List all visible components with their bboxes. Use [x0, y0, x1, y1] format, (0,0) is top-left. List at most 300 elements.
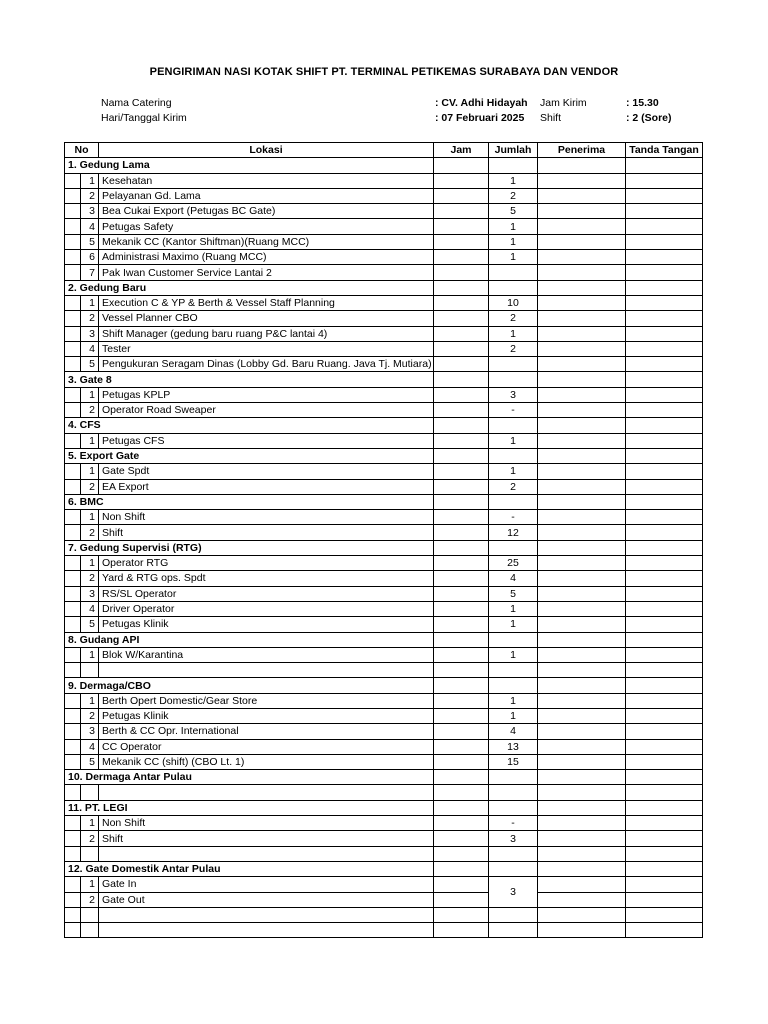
row-number: 1: [81, 510, 99, 525]
table-row: [65, 188, 703, 203]
row-number: 2: [81, 525, 99, 540]
row-number: 1: [81, 877, 99, 892]
indent-cell: [65, 265, 81, 280]
row-penerima: [538, 311, 626, 326]
table-row: [65, 571, 703, 586]
indent-cell: [65, 295, 81, 310]
row-number: 3: [81, 204, 99, 219]
row-jumlah: 2: [489, 188, 538, 203]
row-penerima: [538, 433, 626, 448]
table-row: [65, 877, 703, 892]
section-ttd-cell: [626, 632, 703, 647]
row-tanda-tangan: [626, 464, 703, 479]
section-jumlah-cell: [489, 372, 538, 387]
row-penerima: [538, 571, 626, 586]
section-jam-cell: [434, 678, 489, 693]
row-jumlah-merged: 3: [489, 877, 538, 908]
row-lokasi: Petugas Klinik: [99, 708, 434, 723]
row-lokasi: Blok W/Karantina: [99, 647, 434, 662]
row-number: 4: [81, 219, 99, 234]
table-row: [65, 739, 703, 754]
row-number: 1: [81, 647, 99, 662]
catering-label: Nama Catering: [101, 97, 172, 109]
row-penerima: [538, 816, 626, 831]
row-jumlah: 3: [489, 387, 538, 402]
row-jam: [434, 601, 489, 616]
section-name: 5. Export Gate: [65, 448, 434, 463]
row-number: 6: [81, 250, 99, 265]
table-row: [65, 586, 703, 601]
section-ttd-cell: [626, 372, 703, 387]
indent-cell: [65, 173, 81, 188]
row-jam: [434, 754, 489, 769]
row-number: 3: [81, 586, 99, 601]
row-lokasi: EA Export: [99, 479, 434, 494]
row-number: 2: [81, 479, 99, 494]
row-tanda-tangan: [626, 601, 703, 616]
row-jumlah: 13: [489, 739, 538, 754]
section-name: 6. BMC: [65, 494, 434, 509]
section-jumlah-cell: [489, 678, 538, 693]
row-tanda-tangan: [626, 708, 703, 723]
row-penerima: [538, 586, 626, 601]
row-tanda-tangan: [626, 892, 703, 907]
table-row: [65, 831, 703, 846]
row-jumlah: 1: [489, 433, 538, 448]
row-jam: [434, 923, 489, 938]
row-penerima: [538, 617, 626, 632]
row-jumlah: -: [489, 510, 538, 525]
row-lokasi: [99, 923, 434, 938]
indent-cell: [65, 831, 81, 846]
row-penerima: [538, 647, 626, 662]
row-lokasi: Shift Manager (gedung baru ruang P&C lantai 4): [99, 326, 434, 341]
indent-cell: [65, 647, 81, 662]
table-row: [65, 816, 703, 831]
row-jumlah: 25: [489, 556, 538, 571]
section-jumlah-cell: [489, 632, 538, 647]
indent-cell: [65, 708, 81, 723]
table-row: [65, 173, 703, 188]
row-jumlah: 1: [489, 708, 538, 723]
row-lokasi: Operator Road Sweaper: [99, 403, 434, 418]
row-tanda-tangan: [626, 250, 703, 265]
row-jam: [434, 785, 489, 800]
row-tanda-tangan: [626, 785, 703, 800]
row-lokasi: Petugas Safety: [99, 219, 434, 234]
section-penerima-cell: [538, 678, 626, 693]
row-jumlah: [489, 923, 538, 938]
row-tanda-tangan: [626, 846, 703, 861]
indent-cell: [65, 464, 81, 479]
section-ttd-cell: [626, 800, 703, 815]
table-row: [65, 479, 703, 494]
row-penerima: [538, 708, 626, 723]
row-penerima: [538, 234, 626, 249]
indent-cell: [65, 219, 81, 234]
row-penerima: [538, 724, 626, 739]
row-tanda-tangan: [626, 479, 703, 494]
section-jumlah-cell: [489, 158, 538, 173]
document-title: PENGIRIMAN NASI KOTAK SHIFT PT. TERMINAL PETIKEMAS SURABAYA DAN VENDOR: [149, 66, 619, 78]
section-row: [65, 418, 703, 433]
row-jam: [434, 708, 489, 723]
row-penerima: [538, 663, 626, 678]
indent-cell: [65, 250, 81, 265]
section-jam-cell: [434, 540, 489, 555]
row-jam: [434, 586, 489, 601]
row-jumlah: 2: [489, 311, 538, 326]
row-jam: [434, 234, 489, 249]
row-jumlah: -: [489, 816, 538, 831]
row-number: 2: [81, 188, 99, 203]
row-lokasi: Petugas KPLP: [99, 387, 434, 402]
row-jumlah: 10: [489, 295, 538, 310]
row-lokasi: Petugas CFS: [99, 433, 434, 448]
row-lokasi: Kesehatan: [99, 173, 434, 188]
row-penerima: [538, 341, 626, 356]
row-penerima: [538, 556, 626, 571]
row-number: 2: [81, 571, 99, 586]
row-penerima: [538, 250, 626, 265]
indent-cell: [65, 663, 81, 678]
row-penerima: [538, 204, 626, 219]
table-row: [65, 326, 703, 341]
row-jam: [434, 265, 489, 280]
section-ttd-cell: [626, 418, 703, 433]
section-jam-cell: [434, 280, 489, 295]
section-ttd-cell: [626, 540, 703, 555]
header-lokasi: Lokasi: [99, 143, 434, 158]
row-jam: [434, 510, 489, 525]
row-number: 4: [81, 601, 99, 616]
row-tanda-tangan: [626, 265, 703, 280]
row-jumlah: [489, 785, 538, 800]
row-jumlah: 1: [489, 173, 538, 188]
date-value: : 07 Februari 2025: [435, 112, 525, 124]
row-number: 4: [81, 341, 99, 356]
indent-cell: [65, 816, 81, 831]
section-row: [65, 158, 703, 173]
row-jumlah: 1: [489, 464, 538, 479]
row-jam: [434, 739, 489, 754]
row-lokasi: Non Shift: [99, 816, 434, 831]
indent-cell: [65, 188, 81, 203]
row-penerima: [538, 907, 626, 922]
row-number: 5: [81, 234, 99, 249]
section-jam-cell: [434, 861, 489, 876]
section-row: [65, 678, 703, 693]
row-tanda-tangan: [626, 693, 703, 708]
row-penerima: [538, 892, 626, 907]
section-jam-cell: [434, 494, 489, 509]
row-jumlah: [489, 357, 538, 372]
row-penerima: [538, 326, 626, 341]
indent-cell: [65, 724, 81, 739]
section-penerima-cell: [538, 280, 626, 295]
row-jam: [434, 387, 489, 402]
row-tanda-tangan: [626, 234, 703, 249]
row-jumlah: 4: [489, 571, 538, 586]
section-jumlah-cell: [489, 540, 538, 555]
row-jam: [434, 892, 489, 907]
section-ttd-cell: [626, 448, 703, 463]
section-name: 12. Gate Domestik Antar Pulau: [65, 861, 434, 876]
indent-cell: [65, 479, 81, 494]
row-lokasi: Gate Spdt: [99, 464, 434, 479]
row-jumlah: 1: [489, 647, 538, 662]
table-row-blank: [65, 907, 703, 922]
row-tanda-tangan: [626, 387, 703, 402]
section-row: [65, 800, 703, 815]
table-row: [65, 556, 703, 571]
row-lokasi: Pelayanan Gd. Lama: [99, 188, 434, 203]
row-penerima: [538, 188, 626, 203]
header-tanda-tangan: Tanda Tangan: [626, 143, 703, 158]
row-jam: [434, 724, 489, 739]
section-name: 10. Dermaga Antar Pulau: [65, 770, 434, 785]
indent-cell: [65, 739, 81, 754]
row-penerima: [538, 479, 626, 494]
catering-value: : CV. Adhi Hidayah: [435, 97, 528, 109]
section-jumlah-cell: [489, 770, 538, 785]
row-penerima: [538, 739, 626, 754]
row-number: 3: [81, 326, 99, 341]
header-penerima: Penerima: [538, 143, 626, 158]
row-jumlah: 12: [489, 525, 538, 540]
row-penerima: [538, 693, 626, 708]
row-number: 1: [81, 173, 99, 188]
row-tanda-tangan: [626, 326, 703, 341]
section-jam-cell: [434, 800, 489, 815]
indent-cell: [65, 785, 81, 800]
section-penerima-cell: [538, 770, 626, 785]
row-number: 2: [81, 708, 99, 723]
row-jumlah: [489, 265, 538, 280]
section-jumlah-cell: [489, 448, 538, 463]
row-jumlah: 4: [489, 724, 538, 739]
table-row: [65, 647, 703, 662]
row-jam: [434, 219, 489, 234]
row-lokasi: Operator RTG: [99, 556, 434, 571]
row-tanda-tangan: [626, 357, 703, 372]
row-number: 1: [81, 433, 99, 448]
header-jumlah: Jumlah: [489, 143, 538, 158]
table-row: [65, 601, 703, 616]
row-jam: [434, 204, 489, 219]
row-jam: [434, 831, 489, 846]
row-tanda-tangan: [626, 571, 703, 586]
row-jumlah: 5: [489, 204, 538, 219]
row-lokasi: CC Operator: [99, 739, 434, 754]
row-tanda-tangan: [626, 433, 703, 448]
row-number: 1: [81, 693, 99, 708]
row-jam: [434, 647, 489, 662]
table-row: [65, 510, 703, 525]
table-row-blank: [65, 923, 703, 938]
indent-cell: [65, 341, 81, 356]
section-jumlah-cell: [489, 494, 538, 509]
row-lokasi: Berth Opert Domestic/Gear Store: [99, 693, 434, 708]
row-tanda-tangan: [626, 295, 703, 310]
section-row: [65, 770, 703, 785]
section-jam-cell: [434, 632, 489, 647]
row-tanda-tangan: [626, 556, 703, 571]
indent-cell: [65, 204, 81, 219]
table-row: [65, 357, 703, 372]
table-row: [65, 464, 703, 479]
indent-cell: [65, 892, 81, 907]
section-penerima-cell: [538, 418, 626, 433]
row-penerima: [538, 831, 626, 846]
row-penerima: [538, 601, 626, 616]
row-jumlah: 5: [489, 586, 538, 601]
shift-label: Shift: [540, 112, 562, 124]
indent-cell: [65, 693, 81, 708]
row-jam: [434, 357, 489, 372]
row-lokasi: Yard & RTG ops. Spdt: [99, 571, 434, 586]
row-jam: [434, 188, 489, 203]
row-number: 2: [81, 311, 99, 326]
row-tanda-tangan: [626, 510, 703, 525]
row-jam: [434, 433, 489, 448]
row-tanda-tangan: [626, 403, 703, 418]
row-penerima: [538, 923, 626, 938]
section-row: [65, 372, 703, 387]
table-body: [65, 158, 703, 938]
row-tanda-tangan: [626, 739, 703, 754]
row-lokasi: Mekanik CC (shift) (CBO Lt. 1): [99, 754, 434, 769]
table-row: [65, 234, 703, 249]
row-lokasi: Shift: [99, 525, 434, 540]
row-tanda-tangan: [626, 754, 703, 769]
indent-cell: [65, 846, 81, 861]
section-name: 8. Gudang API: [65, 632, 434, 647]
row-number: 7: [81, 265, 99, 280]
section-penerima-cell: [538, 861, 626, 876]
row-lokasi: Execution C & YP & Berth & Vessel Staff Planning: [99, 295, 434, 310]
row-lokasi: Gate In: [99, 877, 434, 892]
row-jumlah: 2: [489, 341, 538, 356]
row-lokasi: Tester: [99, 341, 434, 356]
row-lokasi: Berth & CC Opr. International: [99, 724, 434, 739]
section-row: [65, 632, 703, 647]
row-jumlah: 3: [489, 831, 538, 846]
section-row: [65, 494, 703, 509]
row-tanda-tangan: [626, 816, 703, 831]
section-jam-cell: [434, 158, 489, 173]
row-tanda-tangan: [626, 831, 703, 846]
row-jam: [434, 311, 489, 326]
section-jam-cell: [434, 418, 489, 433]
delivery-table: [64, 142, 703, 938]
section-jumlah-cell: [489, 861, 538, 876]
row-lokasi: Vessel Planner CBO: [99, 311, 434, 326]
indent-cell: [65, 877, 81, 892]
table-row: [65, 387, 703, 402]
row-tanda-tangan: [626, 341, 703, 356]
row-number: [81, 907, 99, 922]
table-row: [65, 219, 703, 234]
indent-cell: [65, 357, 81, 372]
row-number: 2: [81, 831, 99, 846]
table-row: [65, 754, 703, 769]
row-number: 5: [81, 357, 99, 372]
section-row: [65, 540, 703, 555]
table-row: [65, 525, 703, 540]
row-jam: [434, 693, 489, 708]
section-row: [65, 448, 703, 463]
header-no: No: [65, 143, 99, 158]
row-tanda-tangan: [626, 204, 703, 219]
indent-cell: [65, 234, 81, 249]
section-row: [65, 861, 703, 876]
table-row: [65, 403, 703, 418]
row-tanda-tangan: [626, 525, 703, 540]
row-number: 2: [81, 892, 99, 907]
row-jam: [434, 250, 489, 265]
row-jumlah: 1: [489, 326, 538, 341]
row-penerima: [538, 265, 626, 280]
row-penerima: [538, 219, 626, 234]
table-header-row: [65, 143, 703, 158]
section-ttd-cell: [626, 770, 703, 785]
row-penerima: [538, 173, 626, 188]
indent-cell: [65, 433, 81, 448]
row-lokasi: Pak Iwan Customer Service Lantai 2: [99, 265, 434, 280]
row-lokasi: Shift: [99, 831, 434, 846]
row-tanda-tangan: [626, 173, 703, 188]
row-penerima: [538, 357, 626, 372]
row-penerima: [538, 785, 626, 800]
indent-cell: [65, 403, 81, 418]
row-lokasi: [99, 907, 434, 922]
row-number: 5: [81, 617, 99, 632]
row-number: 3: [81, 724, 99, 739]
row-number: 1: [81, 816, 99, 831]
row-jam: [434, 571, 489, 586]
row-lokasi: Bea Cukai Export (Petugas BC Gate): [99, 204, 434, 219]
indent-cell: [65, 754, 81, 769]
row-jam: [434, 907, 489, 922]
table-row: [65, 617, 703, 632]
indent-cell: [65, 525, 81, 540]
row-jumlah: 15: [489, 754, 538, 769]
row-tanda-tangan: [626, 219, 703, 234]
row-jam: [434, 556, 489, 571]
row-number: 1: [81, 464, 99, 479]
row-tanda-tangan: [626, 586, 703, 601]
indent-cell: [65, 923, 81, 938]
row-jumlah: [489, 846, 538, 861]
row-number: 5: [81, 754, 99, 769]
row-jumlah: 1: [489, 693, 538, 708]
row-lokasi: RS/SL Operator: [99, 586, 434, 601]
date-label: Hari/Tanggal Kirim: [101, 112, 187, 124]
section-penerima-cell: [538, 372, 626, 387]
row-jam: [434, 464, 489, 479]
header-jam: Jam: [434, 143, 489, 158]
row-number: [81, 785, 99, 800]
section-penerima-cell: [538, 540, 626, 555]
indent-cell: [65, 571, 81, 586]
row-penerima: [538, 464, 626, 479]
section-ttd-cell: [626, 280, 703, 295]
section-name: 7. Gedung Supervisi (RTG): [65, 540, 434, 555]
section-jumlah-cell: [489, 800, 538, 815]
row-penerima: [538, 877, 626, 892]
table-row: [65, 311, 703, 326]
